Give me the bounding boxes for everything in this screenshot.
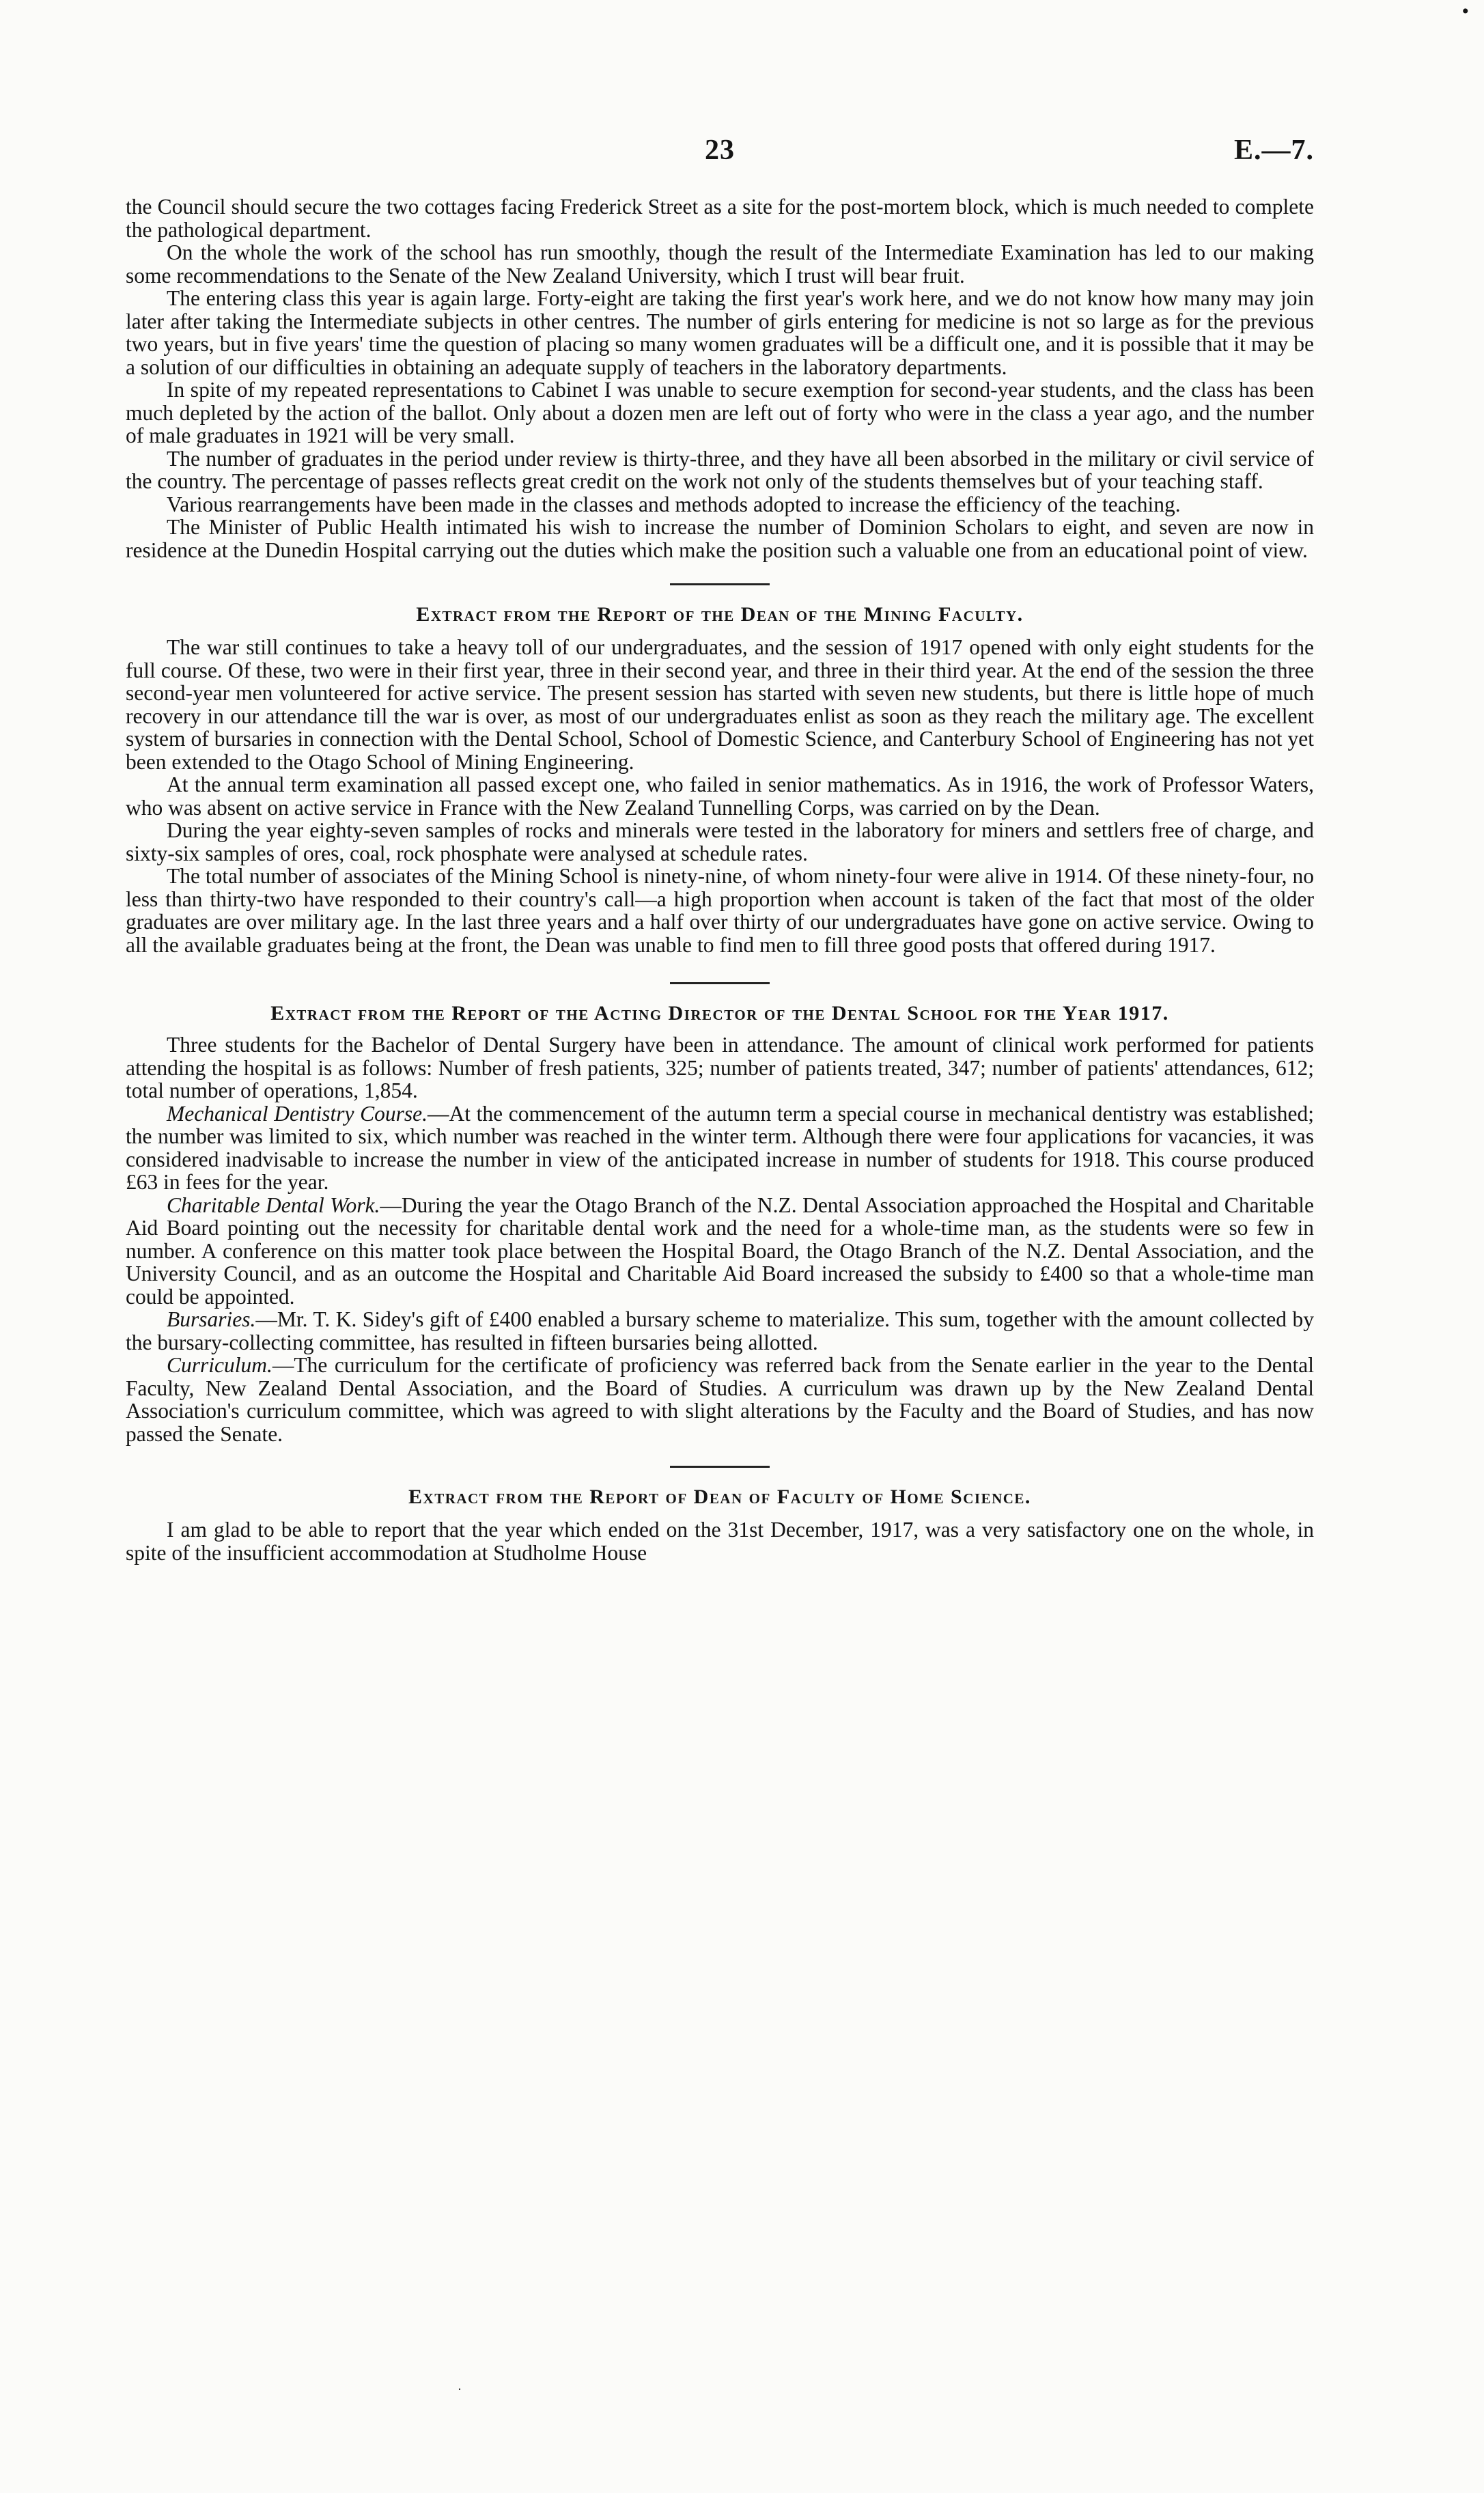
document-reference: E.—7. [1233, 135, 1314, 166]
home-science-report [126, 1486, 1314, 1564]
paragraph-body: —At the commencement of the autumn term a special course in mechanical dentistry was established; the number was limited to six, which number was reached in the winter term. Although there were four applications for vacancies, it was considered inadvisable to increase the number in view of the anticipated increase in number of students for 1918. This course produced £63 in fees for the year. [126, 1101, 1315, 1194]
paragraph-heading: Mechanical Dentistry Course. [167, 1101, 428, 1126]
section-heading: Extract from the Report of the Acting Director of the Dental School for the Year 1917. [270, 1002, 1169, 1025]
paragraph: I am glad to be able to report that the year which ended on the 31st December, 1917, was a very satisfactory one on the whole, in spite of the insufficient accommodation at Studholme House [126, 1518, 1314, 1565]
paragraph [126, 1102, 1314, 1194]
dental-school-report [126, 1002, 1314, 1445]
mining-faculty-report [126, 603, 1314, 956]
page-header [126, 134, 1314, 175]
paragraph-body: —Mr. T. K. Sidey's gift of £400 enabled a bursary scheme to materialize. This sum, together with the amount collected by the bursary-collecting committee, has resulted in fifteen bursaries being allotted. [126, 1307, 1314, 1354]
paragraph [126, 1308, 1314, 1354]
paragraph: Various rearrangements have been made in the classes and methods adopted to increase the efficiency of the teaching. [167, 492, 1181, 516]
paragraph-heading: Curriculum. [167, 1353, 272, 1377]
footer-dot-mark: · [458, 2382, 462, 2396]
paragraph: During the year eighty-seven samples of rocks and minerals were tested in the laboratory for miners and settlers free of charge, and sixty-six samples of ores, coal, rock phosphate were analysed at schedule rates. [126, 818, 1314, 865]
paragraph: The total number of associates of the Mining School is ninety-nine, of whom ninety-four were alive in 1914. Of these ninety-four, no less than thirty-two have responded to their country's call—a high proportion when account is taken of the fact that most of the older graduates are over military age. In the last three years and a half over thirty of our undergraduates have gone on active service. Owing to all the available graduates being at the front, the Dean was unable to find men to fill three good posts that offered during 1917. [126, 864, 1314, 957]
section-heading: Extract from the Report of Dean of Faculty of Home Science. [408, 1486, 1031, 1508]
paragraph: The Minister of Public Health intimated his wish to increase the number of Dominion Scholars to eight, and seven are now in residence at the Dunedin Hospital carrying out the duties which make the position such a valuable one from an educational point of view. [126, 515, 1314, 562]
corner-dot-mark: • [1461, 0, 1469, 23]
paragraph-heading: Bursaries. [167, 1307, 256, 1331]
paragraph: The war still continues to take a heavy toll of our undergraduates, and the session of 1917 opened with only eight students for the full course. Of these, two were in their first year, three in their second year, and three in their third year. At the end of the session the three second-year men volunteered for active service. The present session has started with seven new students, but there is little hope of much recovery in our attendance till the war is over, as most of our undergraduates enlist as soon as they reach the military age. The excellent system of bursaries in connection with the Dental School, School of Domestic Science, and Canterbury School of Engineering has not yet been extended to the Otago School of Mining Engineering. [126, 635, 1314, 774]
paragraph-body: —During the year the Otago Branch of the N.Z. Dental Association approached the Hospital and Charitable Aid Board pointing out the necessity for charitable dental work and the need for a whole-time man, as the students were so few in number. A conference on this matter took place between the Hospital Board, the Otago Branch of the N.Z. Dental Association, and the University Council, and as an outcome the Hospital and Charitable Aid Board increased the subsidy to £400 so that a whole-time man could be appointed. [126, 1193, 1315, 1309]
section-heading: Extract from the Report of the Dean of the Mining Faculty. [416, 603, 1024, 626]
paragraph: On the whole the work of the school has run smoothly, though the result of the Intermediate Examination has led to our making some recommendations to the Senate of the New Zealand University, which I trust will bear fruit. [126, 240, 1314, 288]
paragraph [126, 1354, 1314, 1445]
medical-school-report [126, 195, 1314, 561]
paragraph: the Council should secure the two cottages facing Frederick Street as a site for the post-mortem block, which is much needed to complete the pathological department. [126, 195, 1314, 242]
paragraph [126, 1194, 1314, 1309]
paragraph-heading: Charitable Dental Work. [167, 1193, 380, 1217]
paragraph: The number of graduates in the period under review is thirty-three, and they have all been absorbed in the military or civil service of the country. The percentage of passes reflects great credit on the work not only of the students themselves but of your teaching staff. [126, 446, 1314, 493]
paragraph: In spite of my repeated representations to Cabinet I was unable to secure exemption for second-year students, and the class has been much depleted by the action of the ballot. Only about a dozen men are left out of forty who were in the class a year ago, and the number of male graduates in 1921 will be very small. [126, 378, 1314, 447]
paragraph: The entering class this year is again large. Forty-eight are taking the first year's work here, and we do not know how many may join later after taking the Intermediate subjects in other centres. The number of girls entering for medicine is not so large as for the previous two years, but in five years' time the question of placing so many women graduates will be a difficult one, and it is possible that it may be a solution of our difficulties in obtaining an adequate supply of teachers in the laboratory departments. [126, 286, 1314, 379]
paragraph: At the annual term examination all passed except one, who failed in senior mathematics. As in 1916, the work of Professor Waters, who was absent on active service in France with the New Zealand Tunnelling Corps, was carried on by the Dean. [126, 772, 1314, 820]
paragraph-body: —The curriculum for the certificate of proficiency was referred back from the Senate earlier in the year to the Dental Faculty, New Zealand Dental Association, and the Board of Studies. A curriculum was drawn up by the New Zealand Dental Association's curriculum committee, which was agreed to with slight alterations by the Faculty and the Board of Studies, and has now passed the Senate. [126, 1353, 1314, 1446]
page-body [126, 195, 1314, 1564]
paragraph: Three students for the Bachelor of Dental Surgery have been in attendance. The amount of clinical work performed for patients attending the hospital is as follows: Number of fresh patients, 325; number of patients treated, 347; number of patients' attendances, 612; total number of operations, 1,854. [126, 1033, 1314, 1102]
page-number: 23 [705, 135, 735, 166]
